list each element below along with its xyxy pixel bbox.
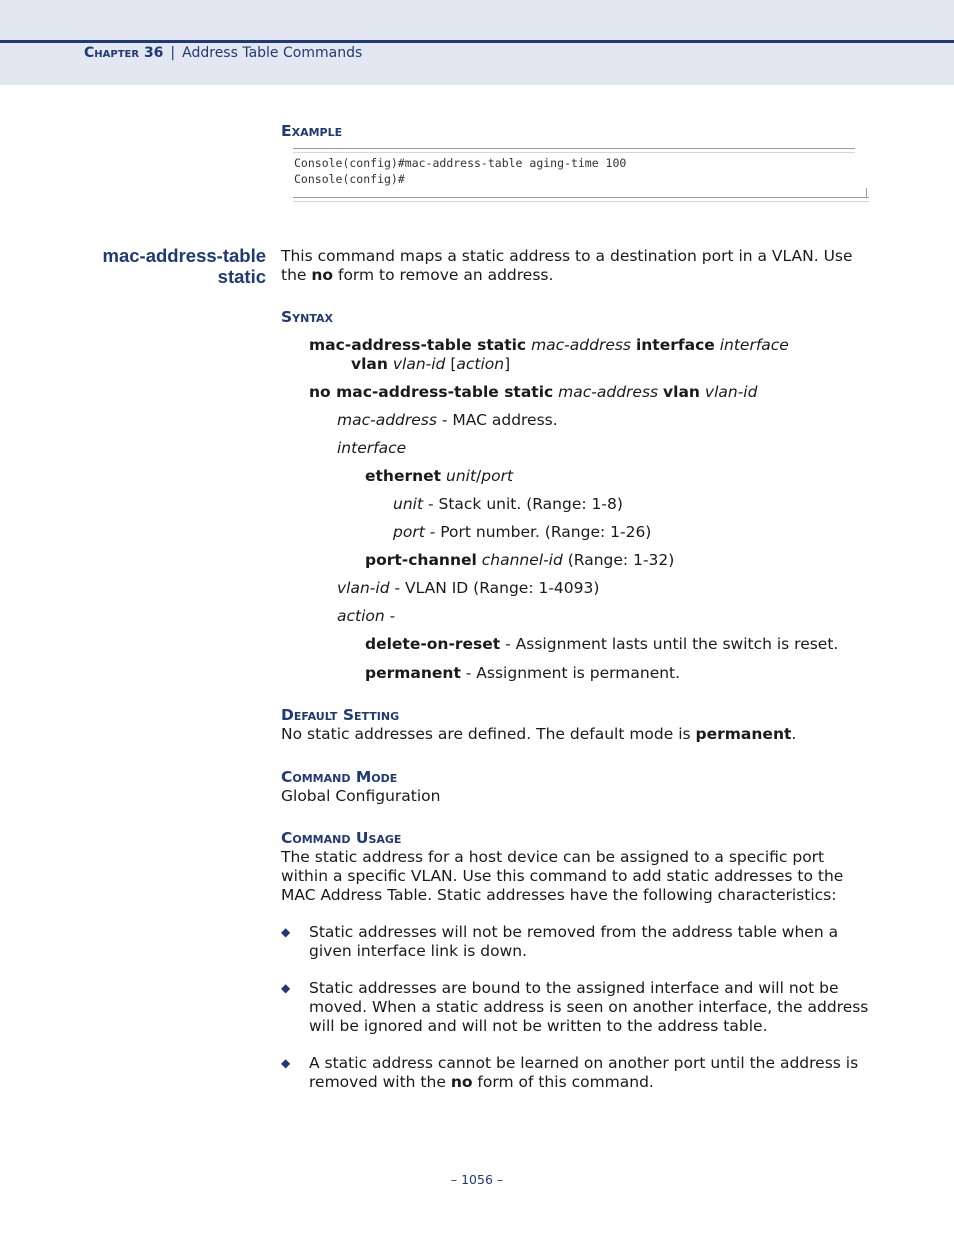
- command-title-line-2: static: [217, 266, 266, 287]
- command-title: [103, 245, 266, 287]
- example-heading: Example: [281, 122, 343, 140]
- param-port-channel: [365, 551, 674, 570]
- syntax-command: mac-address-table static: [309, 336, 527, 354]
- param-term: port: [393, 523, 425, 541]
- default-text: No static addresses are defined. The default mode is: [281, 725, 696, 743]
- bullet-diamond-icon: ◆: [281, 981, 291, 995]
- code-text: Console(config)#mac-address-table aging-time 100 Console(config)#: [294, 156, 627, 186]
- usage-bullet-3: [309, 1054, 874, 1092]
- syntax-vlan-keyword: vlan: [351, 355, 388, 373]
- param-port: [393, 523, 651, 542]
- param-term: vlan-id: [337, 579, 390, 597]
- no-keyword: no: [311, 266, 334, 284]
- no-keyword: no: [450, 1073, 473, 1091]
- syntax-action-arg: action: [456, 355, 505, 373]
- param-desc: -: [384, 607, 396, 625]
- param-delete-on-reset: [365, 635, 838, 654]
- param-keyword: permanent: [365, 664, 461, 682]
- bullet-text: A static address cannot be learned on another port until the address is removed with the: [309, 1054, 859, 1091]
- param-keyword: ethernet: [365, 467, 442, 485]
- param-term: action: [337, 607, 385, 625]
- header-rule: [0, 40, 954, 43]
- syntax-interface-arg: interface: [719, 336, 789, 354]
- param-term: unit: [393, 495, 424, 513]
- code-top-rule: [293, 148, 855, 153]
- usage-bullet-2: Static addresses are bound to the assigned interface and will not be moved. When a static address is seen on another interface, the address will be ignored and will not be written to the address table.: [309, 979, 869, 1035]
- param-action: [337, 607, 395, 626]
- usage-bullet-1: Static addresses will not be removed from the address table when a given interface link is down.: [309, 923, 839, 960]
- param-term: mac-address: [337, 411, 437, 429]
- chapter-label: Chapter 36: [84, 45, 164, 61]
- syntax-interface-keyword: interface: [635, 336, 715, 354]
- param-mac-address: [337, 411, 558, 430]
- param-desc: (Range: 1-32): [562, 551, 675, 569]
- syntax-no-vlan-arg: vlan-id: [704, 383, 758, 401]
- param-keyword: delete-on-reset: [365, 635, 501, 653]
- syntax-mac-arg: mac-address: [531, 336, 632, 354]
- default-text-end: .: [791, 725, 797, 743]
- page-number: – 1056 –: [450, 1172, 504, 1187]
- param-permanent: [365, 664, 680, 683]
- description-text: This command maps a static address to a destination port in a VLAN. Use the: [281, 247, 853, 284]
- param-vlan-id: [337, 579, 599, 598]
- command-usage-heading: Command Usage: [281, 829, 402, 847]
- description-text-end: form to remove an address.: [333, 266, 554, 284]
- syntax-no-command: no mac-address-table static: [309, 383, 554, 401]
- command-title-line-1: mac-address-table: [102, 245, 266, 266]
- default-setting-text: [281, 725, 796, 744]
- syntax-line-1: [309, 336, 789, 355]
- header-separator: |: [170, 45, 176, 61]
- param-slash: /: [476, 467, 482, 485]
- code-example: [281, 148, 869, 202]
- param-desc: - Stack unit. (Range: 1-8): [423, 495, 623, 513]
- syntax-heading: Syntax: [281, 308, 333, 326]
- command-mode-text: Global Configuration: [281, 787, 441, 805]
- syntax-vlan-arg: vlan-id: [392, 355, 446, 373]
- param-keyword: port-channel: [365, 551, 477, 569]
- command-mode-heading: Command Mode: [281, 768, 398, 786]
- param-interface: [337, 439, 406, 458]
- param-term: unit: [446, 467, 477, 485]
- param-unit: [393, 495, 623, 514]
- command-usage-text: The static address for a host device can be assigned to a specific port within a specific VLAN. Use this command to add static addresses to the MAC Address Table. Static addresses have the following characteristics:: [281, 848, 844, 904]
- param-desc: - MAC address.: [436, 411, 558, 429]
- param-term: channel-id: [481, 551, 563, 569]
- command-description: [281, 247, 871, 285]
- param-desc: - Port number. (Range: 1-26): [424, 523, 652, 541]
- default-mode: permanent: [695, 725, 792, 743]
- syntax-line-2: [351, 355, 510, 374]
- bullet-diamond-icon: ◆: [281, 925, 291, 939]
- param-desc: - Assignment is permanent.: [460, 664, 681, 682]
- running-header: [84, 45, 362, 61]
- param-term: port: [481, 467, 514, 485]
- syntax-bracket-open: [: [450, 355, 457, 373]
- bullet-text-end: form of this command.: [472, 1073, 654, 1091]
- param-ethernet: [365, 467, 513, 486]
- syntax-no-mac-arg: mac-address: [558, 383, 659, 401]
- bullet-diamond-icon: ◆: [281, 1056, 291, 1070]
- default-setting-heading: Default Setting: [281, 706, 400, 724]
- syntax-bracket-close: ]: [504, 355, 511, 373]
- chapter-title: Address Table Commands: [182, 45, 363, 61]
- param-term: interface: [337, 439, 407, 457]
- param-desc: - VLAN ID (Range: 1-4093): [389, 579, 600, 597]
- code-bottom-rule: [293, 197, 869, 202]
- syntax-line-3: [309, 383, 757, 402]
- syntax-no-vlan-keyword: vlan: [663, 383, 700, 401]
- param-desc: - Assignment lasts until the switch is reset.: [500, 635, 839, 653]
